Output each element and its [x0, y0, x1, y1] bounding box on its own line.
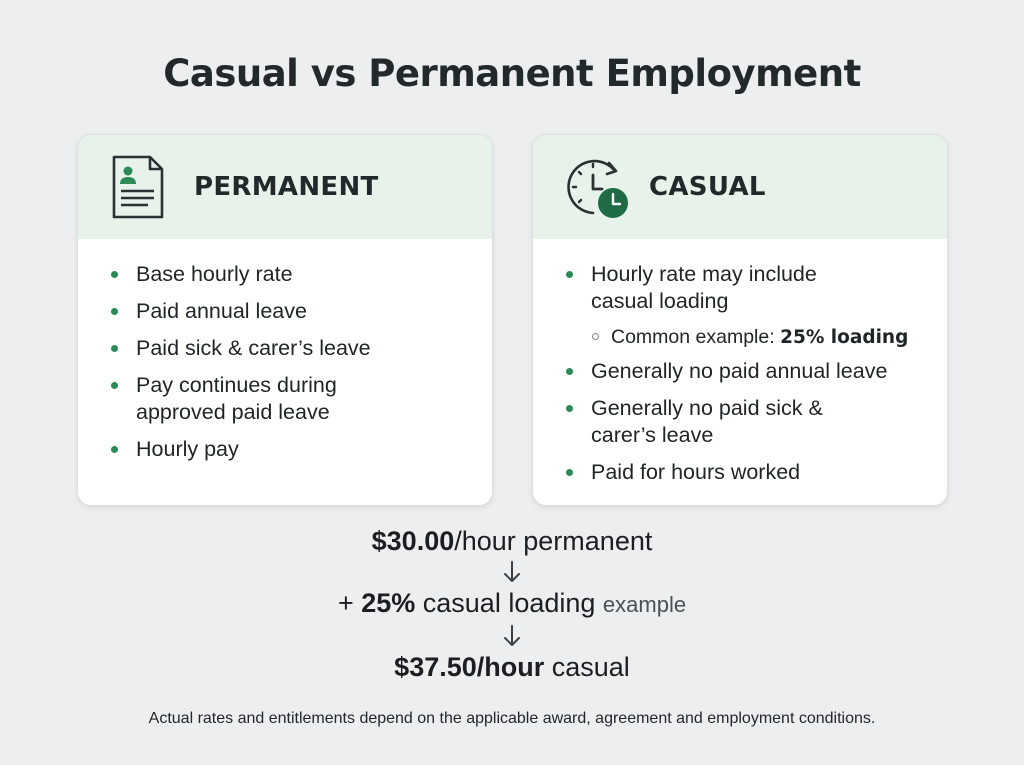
list-item: Generally no paid annual leave: [591, 358, 917, 385]
list-item: Paid sick & carer’s leave: [136, 335, 462, 362]
list-item: Hourly rate may include casual loading: [591, 261, 861, 315]
arrow-down-icon: [501, 624, 523, 648]
permanent-heading: PERMANENT: [194, 172, 379, 202]
arrow-down-icon: [501, 560, 523, 584]
list-item: Paid for hours worked: [591, 459, 917, 486]
list-item: Pay continues during approved paid leave: [136, 372, 376, 426]
permanent-list: [136, 261, 462, 463]
list-item: Base hourly rate: [136, 261, 462, 288]
calc-line-casual: [0, 648, 1024, 686]
casual-rate: $37.50/hour: [394, 652, 545, 682]
casual-sub-item: [611, 325, 917, 350]
permanent-rate-label: /hour permanent: [454, 526, 653, 556]
sub-item-bold: 25% loading: [780, 327, 909, 348]
footnote: Actual rates and entitlements depend on the applicable award, agreement and employment conditions.: [148, 710, 876, 727]
sub-item-text: Common example:: [611, 326, 781, 348]
casual-card-header: [533, 135, 947, 239]
casual-card: [532, 134, 948, 506]
list-item: Hourly pay: [136, 436, 462, 463]
page-title: Casual vs Permanent Employment: [163, 52, 861, 95]
permanent-card-body: [78, 239, 492, 463]
list-item: Paid annual leave: [136, 298, 462, 325]
permanent-card-header: [78, 135, 492, 239]
list-item: Generally no paid sick & carer’s leave: [591, 395, 861, 449]
loading-prefix: +: [337, 588, 362, 618]
casual-list: [591, 261, 917, 486]
loading-percent: 25%: [361, 588, 416, 618]
calculation-example: [0, 522, 1024, 686]
loading-example-note: example: [602, 592, 687, 617]
clock-icon: [563, 153, 631, 221]
casual-heading: CASUAL: [649, 172, 766, 202]
casual-card-body: [533, 239, 947, 486]
casual-rate-label: casual: [544, 652, 630, 682]
permanent-rate: $30.00: [371, 526, 455, 556]
permanent-card: [77, 134, 493, 506]
calc-line-loading: [0, 584, 1024, 624]
loading-label: casual loading: [415, 588, 603, 618]
calc-line-permanent: [0, 522, 1024, 560]
document-person-icon: [108, 153, 176, 221]
